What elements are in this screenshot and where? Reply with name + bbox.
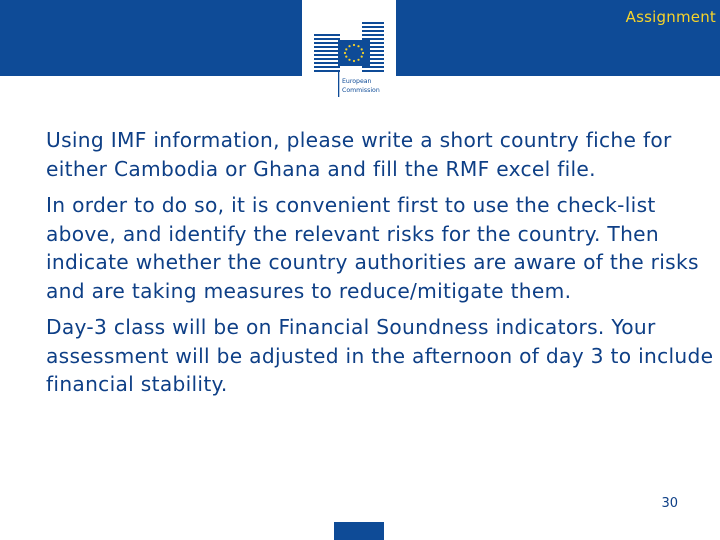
commission-building-icon xyxy=(302,0,396,104)
logo-text-line2: Commission xyxy=(342,87,380,94)
footer-flag-bar xyxy=(334,522,384,540)
page-number: 30 xyxy=(661,496,678,511)
section-title: Assignment xyxy=(625,8,716,26)
european-commission-logo xyxy=(302,0,396,104)
slide-body xyxy=(46,126,716,407)
paragraph-instructions: Using IMF information, please write a short country fiche for either Cambodia or Ghana and fill the RMF excel file. xyxy=(46,128,672,181)
paragraph-day3: Day-3 class will be on Financial Soundness indicators. Your assessment will be adjusted in the afternoon of day 3 to include financial stability. xyxy=(46,315,714,396)
logo-text-line1: European xyxy=(342,78,372,85)
paragraph-method: In order to do so, it is convenient first to use the check-list above, and identify the relevant risks for the country. Then indicate whether the country authorities are aware of the risks and are taking measures to reduce/mitigate them. xyxy=(46,193,699,303)
